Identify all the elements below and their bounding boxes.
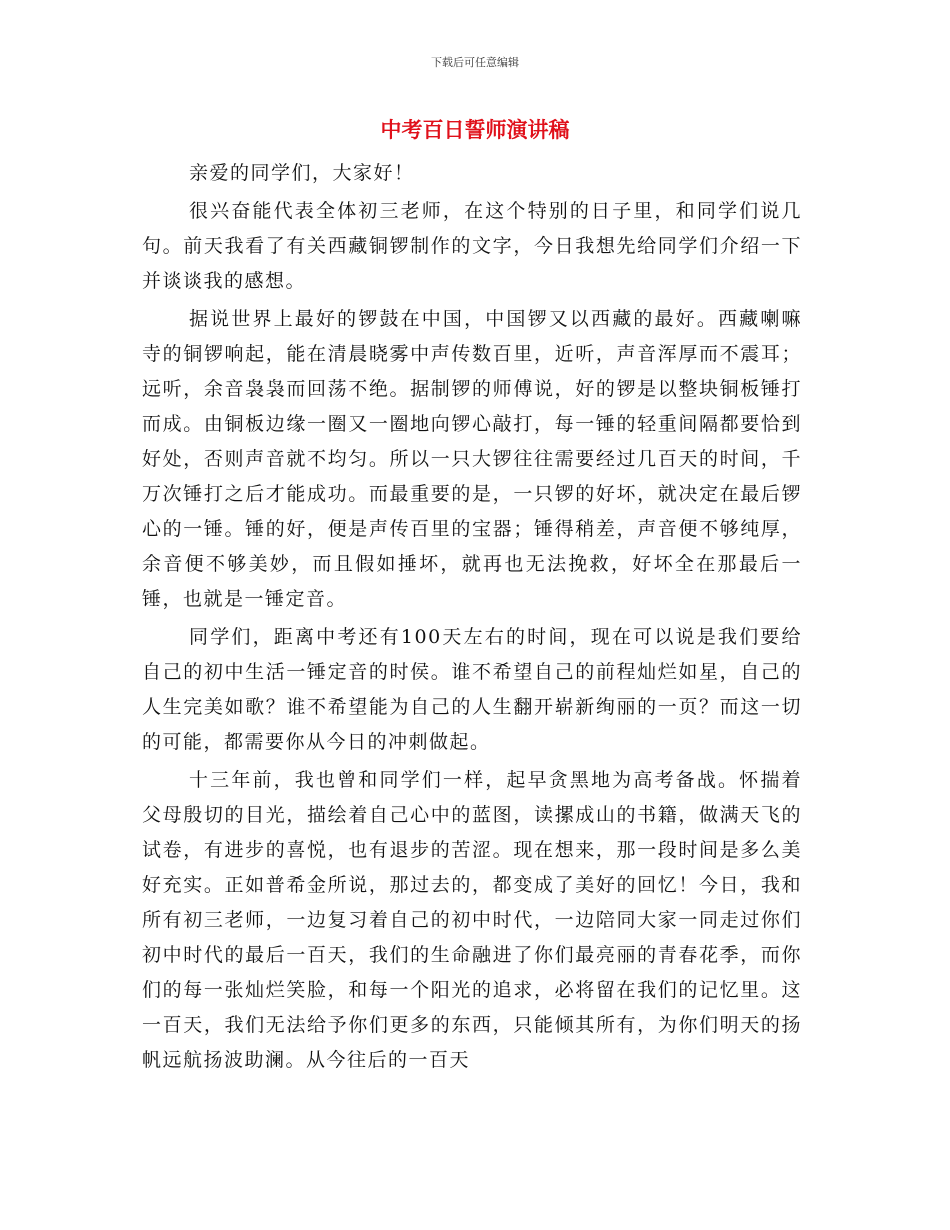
paragraph-gong-story: 据说世界上最好的锣鼓在中国，中国锣又以西藏的最好。西藏喇嘛寺的铜锣响起，能在清晨晓雾中声传数百里，近听，声音浑厚而不震耳；远听，余音袅袅而回荡不绝。据制锣的师傅说，好的锣是以整块铜板锤打而成。由铜板边缘一圈又一圈地向锣心敲打，每一锤的轻重间隔都要恰到好处，否则声音就不均匀。所以一只大锣往往需要经过几百天的时间，千万次锤打之后才能成功。而最重要的是，一只锣的好坏，就决定在最后锣心的一锤。锤的好，便是声传百里的宝器；锤得稍差，声音便不够纯厚，余音便不够美妙，而且假如捶坏，就再也无法挽救，好坏全在那最后一锤，也就是一锤定音。 [142,308,802,610]
paragraph-intro: 很兴奋能代表全体初三老师，在这个特别的日子里，和同学们说几句。前天我看了有关西藏铜锣制作的文字，今日我想先给同学们介绍一下并谈谈我的感想。 [142,200,802,292]
document-title: 中考百日誓师演讲稿 [380,118,570,142]
paragraph-memory: 十三年前，我也曾和同学们一样，起早贪黑地为高考备战。怀揣着父母殷切的目光，描绘着自己心中的蓝图，读摞成山的书籍，做满天飞的试卷，有进步的喜悦，也有退步的苦涩。现在想来，那一段时间是多么美好充实。正如普希金所说，那过去的，都变成了美好的回忆！今日，我和所有初三老师，一边复习着自己的初中时代，一边陪同大家一同走过你们初中时代的最后一百天，我们的生命融进了你们最亮丽的青春花季，而你们的每一张灿烂笑脸，和每一个阳光的追求，必将留在我们的记忆里。这一百天，我们无法给予你们更多的东西，只能倾其所有，为你们明天的扬帆远航扬波助澜。从今往后的一百天 [142,769,802,1071]
paragraph-greeting: 亲爱的同学们，大家好！ [189,162,415,184]
header-note: 下载后可任意编辑 [431,56,519,69]
document-body [142,156,802,1078]
paragraph-countdown: 同学们，距离中考还有100天左右的时间，现在可以说是我们要给自己的初中生活一锤定音的时侯。谁不希望自己的前程灿烂如星，自己的人生完美如歌？谁不希望能为自己的人生翻开崭新绚丽的一页？而这一切的可能，都需要你从今日的冲刺做起。 [142,626,802,753]
